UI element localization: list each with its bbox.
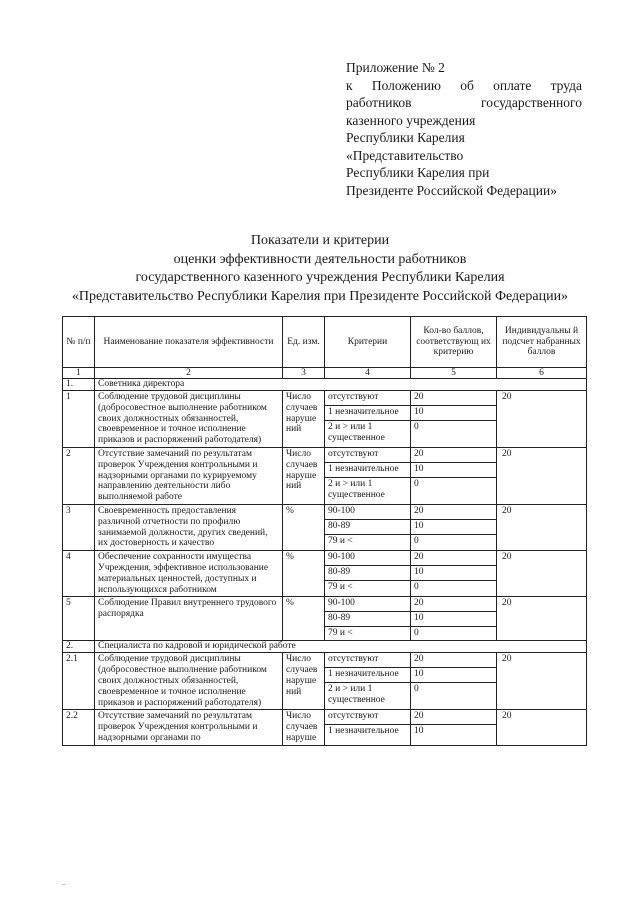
row-num: 2.1 [63, 653, 95, 710]
table-row [63, 597, 587, 641]
unit: % [283, 504, 325, 550]
points-value: 10 [411, 463, 496, 478]
criteria-cell [325, 504, 411, 550]
section-title: Советника директора [95, 379, 587, 391]
points-value: 0 [414, 535, 419, 546]
table-row [63, 447, 587, 504]
points-cell [411, 597, 497, 641]
col-number: 1 [63, 368, 95, 379]
indicator-name: Отсутствие замечаний по результатам проверок Учреждения контрольными и надзорными органами по [95, 710, 283, 745]
points-cell [411, 710, 497, 745]
row-num: 1 [63, 391, 95, 448]
section-title: Специалиста по кадровой и юридической работе [95, 641, 587, 653]
criterion: 90-100 [325, 505, 410, 520]
criteria-cell [325, 710, 411, 745]
points-value: 10 [411, 520, 496, 535]
appendix-line: работников государственного [346, 95, 582, 110]
title-line: оценки эффективности деятельности работников [173, 251, 467, 267]
points-value: 0 [414, 582, 419, 593]
points-cell [411, 504, 497, 550]
points-cell [411, 391, 497, 448]
header-criteria: Критерии [325, 317, 411, 368]
unit: % [283, 551, 325, 597]
points-value: 10 [411, 612, 496, 627]
points-value: 20 [411, 391, 496, 406]
unit: Число случаев наруше ний [283, 447, 325, 504]
header-points: Кол-во баллов, соответствующ их критерию [411, 317, 497, 368]
indicator-name: Соблюдение трудовой дисциплины (добросовестное выполнение работником своих должностных обязанностей, своевременное и точное исполнение приказов и распоряжений работодателя) [95, 653, 283, 710]
indicator-name: Отсутствие замечаний по результатам проверок Учреждения контрольными и надзорными органами по курируемому направлению деятельности либо выполняемой работе [95, 447, 283, 504]
points-cell [411, 653, 497, 710]
points-cell [411, 447, 497, 504]
criterion: 79 и < [328, 628, 353, 639]
criterion: 2 и > или 1 существенное [328, 684, 385, 706]
criteria-table [62, 316, 587, 746]
criterion: 2 и > или 1 существенное [328, 422, 385, 443]
title-line: Показатели и критерии [250, 233, 390, 248]
criteria-cell [325, 551, 411, 597]
footer-mark: – [62, 880, 66, 888]
col-number: 6 [497, 368, 587, 379]
criterion: 80-89 [325, 566, 410, 581]
header-num: № п/п [63, 317, 95, 368]
individual-score: 20 [497, 391, 587, 448]
section-row [63, 641, 587, 653]
criterion: 90-100 [325, 551, 410, 566]
header-individual: Индивидуальны й подсчет набранных баллов [497, 317, 587, 368]
unit: Число случаев наруше ний [283, 653, 325, 710]
table-row [63, 504, 587, 550]
criteria-cell [325, 391, 411, 448]
points-value: 10 [411, 668, 496, 683]
criterion: отсутствуют [325, 710, 410, 725]
row-num: 4 [63, 551, 95, 597]
indicator-name: Своевременность предоставления различной отчетности по профилю занимаемой должности, других сведений, их достоверность и качество [95, 504, 283, 550]
individual-score: 20 [497, 653, 587, 710]
row-num: 2.2 [63, 710, 95, 745]
criterion: 1 незначительное [328, 726, 399, 737]
unit: % [283, 597, 325, 641]
col-number: 2 [95, 368, 283, 379]
individual-score: 20 [497, 447, 587, 504]
points-value: 20 [411, 505, 496, 520]
criterion: 1 незначительное [325, 668, 410, 683]
col-number: 3 [283, 368, 325, 379]
points-value: 0 [414, 684, 419, 695]
appendix-line: к Положению об оплате труда [346, 77, 582, 93]
indicator-name: Соблюдение трудовой дисциплины (добросовестное выполнение работником своих должностных обязанностей, своевременное и точное исполнение приказов и распоряжений работодателя) [95, 391, 283, 448]
table-row [63, 551, 587, 597]
table-header-row [63, 317, 587, 368]
points-value: 0 [414, 478, 419, 489]
points-value: 20 [411, 551, 496, 566]
title-line: государственного казенного учреждения Республики Карелия [135, 270, 505, 285]
indicator-name: Соблюдение Правил внутреннего трудового распорядка [95, 597, 283, 641]
points-value: 20 [411, 448, 496, 463]
appendix-header [346, 59, 582, 199]
points-value: 20 [411, 710, 496, 725]
table-row [63, 391, 587, 448]
col-number: 4 [325, 368, 411, 379]
criterion: 80-89 [325, 612, 410, 627]
appendix-line: «Представительство [346, 147, 464, 163]
row-num: 5 [63, 597, 95, 641]
section-num: 1. [63, 379, 95, 391]
section-num: 2. [63, 641, 95, 653]
criterion: 1 незначительное [325, 463, 410, 478]
table-body [63, 379, 587, 746]
criterion: отсутствуют [325, 653, 410, 668]
column-number-row [63, 368, 587, 379]
unit: Число случаев наруше ний [283, 391, 325, 448]
appendix-line: Республики Карелия [346, 130, 465, 145]
unit: Число случаев наруше [283, 710, 325, 745]
header-unit: Ед. изм. [283, 317, 325, 368]
criterion: 79 и < [328, 535, 353, 546]
appendix-line: Приложение № 2 [346, 60, 445, 75]
appendix-line: Президенте Российской Федерации» [346, 182, 557, 198]
points-value: 10 [414, 726, 424, 737]
points-value: 20 [411, 597, 496, 612]
individual-score: 20 [497, 504, 587, 550]
criteria-cell [325, 653, 411, 710]
points-cell [411, 551, 497, 597]
criteria-cell [325, 447, 411, 504]
points-value: 10 [411, 566, 496, 581]
col-number: 5 [411, 368, 497, 379]
criterion: 80-89 [325, 520, 410, 535]
criterion: 90-100 [325, 597, 410, 612]
criterion: 2 и > или 1 существенное [328, 478, 385, 500]
criterion: 1 незначительное [325, 406, 410, 421]
points-value: 0 [414, 422, 419, 432]
appendix-line: казенного учреждения [346, 112, 476, 128]
title-line: «Представительство Республики Карелия при Президенте Российской Федерации» [71, 288, 569, 304]
criteria-cell [325, 597, 411, 641]
table-row [63, 653, 587, 710]
points-value: 20 [411, 653, 496, 668]
indicator-name: Обеспечение сохранности имущества Учреждения, эффективное использование материальных ценностей, доступных и использующихся работником [95, 551, 283, 597]
row-num: 3 [63, 504, 95, 550]
row-num: 2 [63, 447, 95, 504]
appendix-line: Республики Карелия при [346, 165, 490, 180]
section-row [63, 379, 587, 391]
table-row [63, 710, 587, 745]
document-title [0, 232, 640, 306]
header-name: Наименование показателя эффективности [95, 317, 283, 368]
individual-score: 20 [497, 710, 587, 745]
individual-score: 20 [497, 551, 587, 597]
individual-score: 20 [497, 597, 587, 641]
criterion: отсутствуют [325, 391, 410, 406]
points-value: 0 [414, 628, 419, 639]
criterion: 79 и < [328, 582, 353, 593]
criterion: отсутствуют [325, 448, 410, 463]
points-value: 10 [411, 406, 496, 421]
